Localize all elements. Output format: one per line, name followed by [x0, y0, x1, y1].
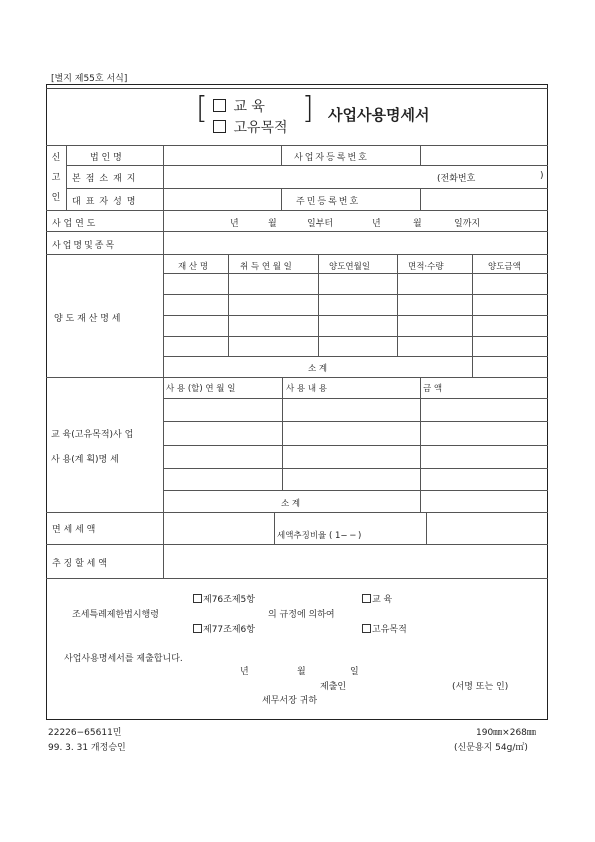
phone-label: (전화번호	[437, 174, 476, 184]
biz-reg-no-field[interactable]	[421, 146, 545, 164]
exempt-label: 면 세 세 액	[52, 525, 96, 535]
footer-paper: (신문용지 54g/㎡)	[454, 743, 528, 753]
usage-subtotal: 소 계	[281, 499, 301, 509]
exempt-rate-label: 세액추징비율 ( 1− ─ )	[277, 531, 362, 541]
declaration-submit: 사업사용명세서를 제출합니다.	[64, 654, 183, 664]
year-until: 일까지	[454, 219, 481, 229]
business-name-field[interactable]	[164, 232, 545, 253]
transfer-label: 양 도 재 산 명 세	[54, 314, 121, 324]
checkbox-icon[interactable]	[213, 120, 226, 133]
footer-approval: 99. 3. 31 개정승인	[48, 743, 126, 753]
applicant-label: 신고인	[51, 153, 61, 203]
checkbox-icon[interactable]	[193, 624, 202, 633]
biz-reg-no-label: 사업자등록번호	[294, 153, 369, 163]
resident-no-label: 주민등록번호	[296, 197, 361, 207]
page-title: 사업사용명세서	[328, 106, 430, 124]
form-number: [별지 제55호 서식]	[51, 74, 128, 84]
checkbox-icon[interactable]	[193, 594, 202, 603]
title-bracket-left: [	[196, 91, 208, 126]
declaration-option-education: 교 육	[362, 592, 392, 605]
corp-name-label: 법 인 명	[90, 153, 122, 163]
declaration-nyeon: 년	[240, 667, 249, 677]
declaration-clause-76: 제76조제5항	[193, 592, 255, 605]
rep-name-field[interactable]	[164, 189, 280, 209]
address-label: 본점소재지	[72, 174, 141, 184]
declaration-by: 의 규정에 의하여	[268, 610, 335, 620]
year-nyeon2: 년	[372, 219, 381, 229]
transfer-header-transferred: 양도연월일	[329, 262, 371, 272]
checkbox-icon[interactable]	[213, 99, 226, 112]
phone-close: )	[540, 171, 544, 181]
declaration-clause-77: 제77조제6항	[193, 622, 255, 635]
title-option-education: 교 육	[213, 96, 265, 116]
transfer-subtotal: 소 계	[308, 364, 328, 374]
year-from: 일부터	[307, 219, 334, 229]
corp-name-field[interactable]	[164, 146, 280, 164]
usage-label-line2: 사 용(계 획)명 세	[51, 455, 119, 465]
title-bracket-right: ]	[302, 91, 314, 126]
collect-label: 추 징 할 세 액	[52, 559, 107, 569]
declaration-submitter: 제출인	[320, 682, 347, 692]
checkbox-icon[interactable]	[362, 594, 371, 603]
declaration-sign: (서명 또는 인)	[452, 682, 509, 692]
declaration-il: 일	[350, 667, 359, 677]
resident-no-field[interactable]	[421, 189, 545, 209]
transfer-header-amount: 양도금액	[488, 262, 521, 272]
year-wol2: 월	[413, 219, 422, 229]
year-wol: 월	[268, 219, 277, 229]
usage-label-line1: 교 육(고유목적)사 업	[51, 430, 134, 440]
transfer-header-acquired: 취 득 연 월 일	[240, 262, 292, 272]
exempt-field[interactable]	[164, 513, 273, 543]
year-nyeon: 년	[230, 219, 239, 229]
checkbox-icon[interactable]	[362, 624, 371, 633]
usage-header-date: 사 용 (할) 연 월 일	[166, 384, 236, 394]
usage-header-content: 사 용 내 용	[286, 384, 327, 394]
frame-inner-top	[46, 88, 548, 89]
collect-field[interactable]	[164, 545, 545, 577]
usage-header-amount: 금 액	[423, 384, 443, 394]
rep-name-label: 대표자성명	[72, 197, 141, 207]
declaration-wol: 월	[297, 667, 306, 677]
title-option-purpose: 고유목적	[213, 117, 288, 137]
transfer-header-area: 면적·수량	[408, 262, 444, 272]
declaration-law: 조세특례제한법시행령	[72, 610, 159, 620]
declaration-option-purpose: 고유목적	[362, 622, 407, 635]
transfer-header-property: 재 산 명	[178, 262, 209, 272]
declaration-to: 세무서장 귀하	[262, 696, 318, 706]
footer-code: 22226−65611민	[48, 728, 122, 738]
address-field[interactable]	[164, 166, 424, 187]
year-label: 사 업 연 도	[52, 219, 96, 229]
business-name-label: 사업명및종목	[52, 241, 117, 251]
footer-size: 190㎜×268㎜	[476, 728, 536, 738]
